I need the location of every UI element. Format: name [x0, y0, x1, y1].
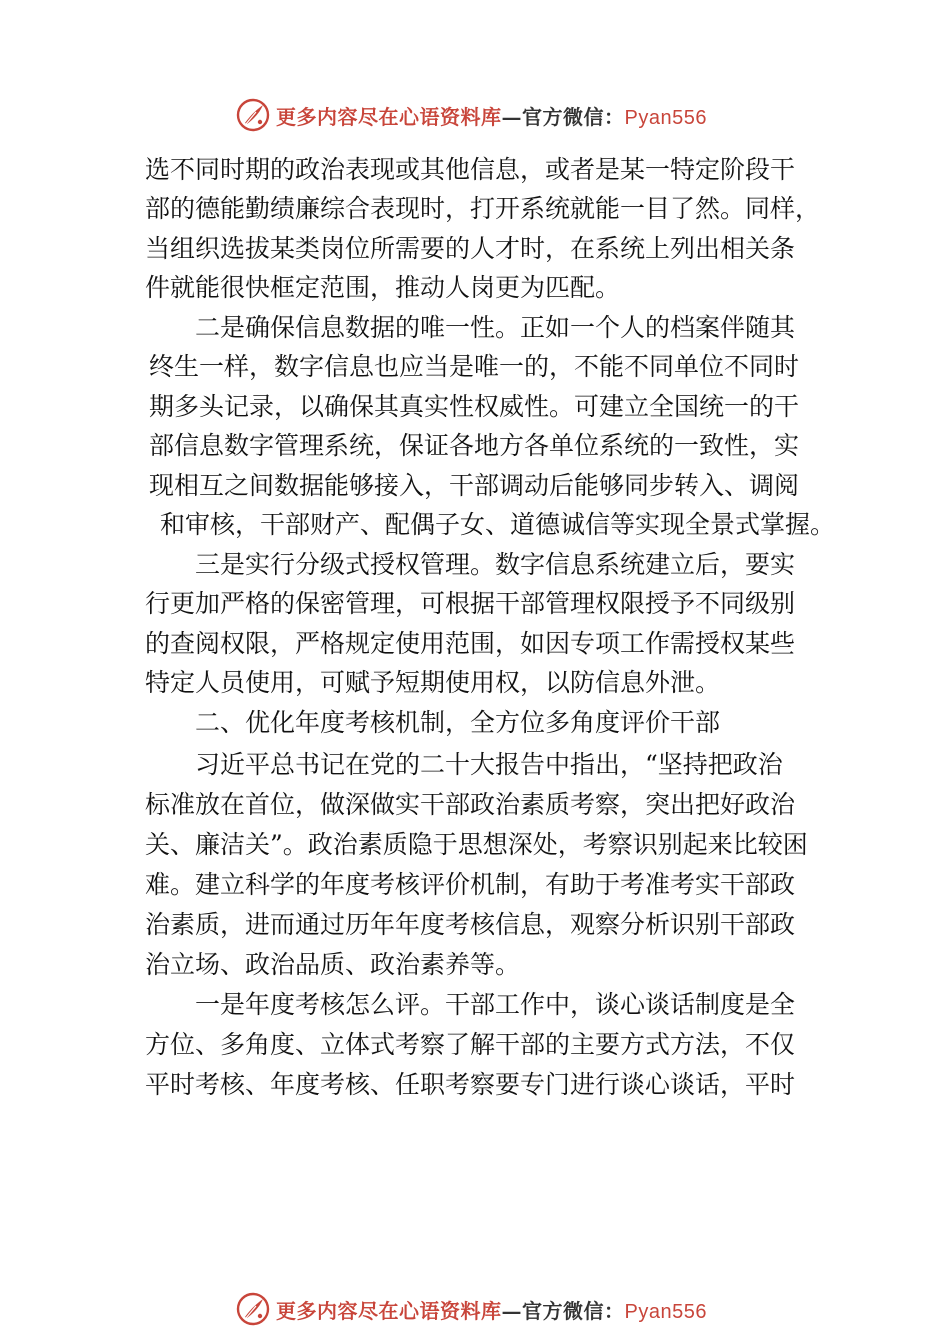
body-line: 行更加严格的保密管理，可根据干部管理权限授予不同级别: [145, 589, 796, 618]
body-line: 终生一样，数字信息也应当是唯一的，不能不同单位不同时: [149, 352, 800, 381]
body-line: 方位、多角度、立体式考察了解干部的主要方式方法，不仅: [145, 1030, 796, 1059]
body-line: 治素质，进而通过历年年度考核信息，观察分析识别干部政: [145, 910, 796, 939]
body-line: 关、廉洁关”。政治素质隐于思想深处，考察识别起来比较困: [145, 830, 808, 859]
banner-wechat-id: Pyan556: [624, 1300, 707, 1323]
paragraph-start-line: 一是年度考核怎么评。干部工作中，谈心谈话制度是全: [195, 990, 796, 1019]
body-line: 难。建立科学的年度考核评价机制，有助于考准考实干部政: [145, 870, 796, 899]
banner-wechat-label: —官方微信：: [501, 1298, 625, 1323]
footer-banner: [236, 1289, 756, 1329]
body-line: 治立场、政治品质、政治素养等。: [145, 950, 521, 979]
banner-text: [276, 101, 707, 130]
banner-wechat-id: Pyan556: [624, 106, 707, 129]
body-line: 和审核，干部财产、配偶子女、道德诚信等实现全景式掌握。: [160, 510, 836, 539]
paragraph-start-line: 习近平总书记在党的二十大报告中指出，“坚持把政治: [195, 750, 783, 779]
body-line: 部的德能勤绩廉综合表现时，打开系统就能一目了然。同样，: [145, 194, 821, 223]
paragraph-start-line: 三是实行分级式授权管理。数字信息系统建立后，要实: [195, 550, 796, 579]
quill-seal-logo-icon: [236, 98, 270, 132]
body-line: 件就能很快框定范围，推动人岗更为匹配。: [145, 273, 621, 302]
header-banner: [236, 95, 756, 135]
banner-site-name: 更多内容尽在心语资料库: [276, 104, 502, 129]
body-line: 部信息数字管理系统，保证各地方各单位系统的一致性，实: [149, 431, 800, 460]
body-line: 当组织选拔某类岗位所需要的人才时，在系统上列出相关条: [145, 234, 796, 263]
body-line: 的查阅权限，严格规定使用范围，如因专项工作需授权某些: [145, 629, 796, 658]
body-line: 标准放在首位，做深做实干部政治素质考察，突出把好政治: [145, 790, 796, 819]
quill-seal-logo-icon: [236, 1292, 270, 1326]
body-line: 平时考核、年度考核、任职考察要专门进行谈心谈话，平时: [145, 1070, 796, 1099]
banner-text: [276, 1295, 707, 1324]
body-line: 现相互之间数据能够接入，干部调动后能够同步转入、调阅: [149, 471, 800, 500]
section-heading: 二、优化年度考核机制，全方位多角度评价干部: [195, 708, 721, 737]
body-line: 选不同时期的政治表现或其他信息，或者是某一特定阶段干: [145, 155, 796, 184]
body-line: 特定人员使用，可赋予短期使用权，以防信息外泄。: [145, 668, 721, 697]
banner-wechat-label: —官方微信：: [501, 104, 625, 129]
banner-site-name: 更多内容尽在心语资料库: [276, 1298, 502, 1323]
body-line: 期多头记录，以确保其真实性权威性。可建立全国统一的干: [149, 392, 800, 421]
paragraph-start-line: 二是确保信息数据的唯一性。正如一个人的档案伴随其: [195, 313, 796, 342]
